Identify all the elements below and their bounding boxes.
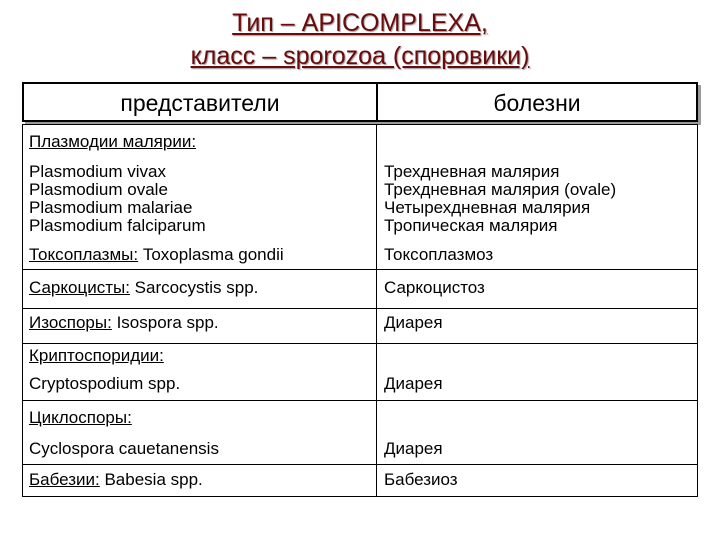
babesia-disease: Бабезиоз <box>384 470 458 489</box>
plasmodium-species: Plasmodium ovale <box>29 180 168 199</box>
sarcocystis-disease: Саркоцистоз <box>384 278 485 297</box>
row-divider <box>23 343 697 344</box>
cryptosporidium-group-label: Криптоспоридии: <box>29 346 164 365</box>
sarcocystis-row-label <box>29 279 258 297</box>
plasmodium-disease: Тропическая малярия <box>384 216 558 235</box>
toxoplasma-species: Toxoplasma gondii <box>138 245 284 264</box>
cyclospora-disease: Диарея <box>384 439 443 458</box>
title-line-1: Тип – APICOMPLEXA, <box>232 9 488 37</box>
isospora-row-label <box>29 314 219 332</box>
plasmodium-group-label: Плазмодии малярии: <box>29 132 197 151</box>
sarcocystis-group-label: Саркоцисты: <box>29 278 130 297</box>
babesia-row-label <box>29 471 203 489</box>
plasmodium-disease: Четырехдневная малярия <box>384 198 591 217</box>
isospora-species: Isospora spp. <box>111 313 219 332</box>
babesia-group-label: Бабезии: <box>29 470 100 489</box>
plasmodium-species: Plasmodium vivax <box>29 162 166 181</box>
toxoplasma-disease: Токсоплазмоз <box>384 245 494 264</box>
header-diseases: болезни <box>493 90 581 116</box>
row-divider <box>23 269 697 270</box>
plasmodium-species: Plasmodium falciparum <box>29 216 206 235</box>
sarcocystis-species: Sarcocystis spp. <box>129 278 259 297</box>
cryptosporidium-disease: Диарея <box>384 374 443 393</box>
toxoplasma-row-label <box>29 246 284 264</box>
toxoplasma-group-label: Токсоплазмы: <box>29 245 139 264</box>
row-divider <box>23 464 697 465</box>
isospora-disease: Диарея <box>384 313 443 332</box>
row-divider <box>23 308 697 309</box>
table-header <box>22 82 698 122</box>
column-divider <box>376 125 377 496</box>
plasmodium-species: Plasmodium malariae <box>29 198 193 217</box>
title-line-2: класс – sporozoa (споровики) <box>190 42 530 70</box>
header-representatives: представители <box>24 84 378 120</box>
cyclospora-group-label: Циклоспоры: <box>29 408 132 427</box>
row-divider <box>23 400 697 401</box>
cyclospora-species: Cyclospora cauetanensis <box>29 439 219 458</box>
plasmodium-disease: Трехдневная малярия (ovale) <box>384 180 617 199</box>
babesia-species: Babesia spp. <box>99 470 203 489</box>
isospora-group-label: Изоспоры: <box>29 313 112 332</box>
organisms-table <box>22 124 698 497</box>
plasmodium-disease: Трехдневная малярия <box>384 162 560 181</box>
cryptosporidium-species: Cryptospodium spp. <box>29 374 181 393</box>
